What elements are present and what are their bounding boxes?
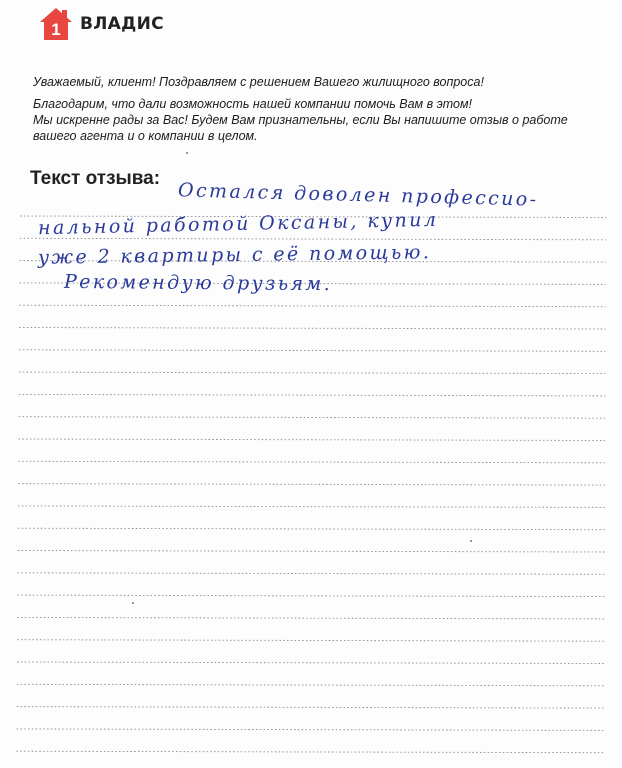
ruled-line — [17, 640, 604, 642]
ruled-line — [19, 350, 605, 352]
handwritten-line-4: Рекомендую друзьям. — [63, 270, 333, 296]
ruled-line — [17, 729, 604, 731]
ruled-line — [17, 595, 604, 597]
intro-line-request: Мы искренне рады за Вас! Будем Вам признательны, если Вы напишите отзыв о работе — [33, 113, 568, 127]
paper-speck — [470, 540, 472, 542]
ruled-line — [18, 484, 605, 486]
ruled-line — [18, 573, 605, 575]
intro-line-greeting: Уважаемый, клиент! Поздравляем с решением Вашего жилищного вопроса! — [33, 75, 484, 89]
handwritten-line-2: нальной работой Оксаны, купил — [37, 208, 439, 240]
paper-speck — [132, 602, 134, 604]
handwritten-line-3: уже 2 квартиры с её помощью. — [37, 241, 432, 269]
ruled-line — [17, 617, 604, 619]
handwritten-line-1: Остался доволен профессио- — [177, 179, 539, 211]
ruled-line — [17, 707, 604, 709]
intro-line-request-end: вашего агента и о компании в целом. — [33, 129, 258, 143]
ruled-line — [17, 662, 604, 664]
ruled-line — [18, 551, 605, 553]
company-name: ВЛАДИС — [80, 14, 164, 34]
logo-badge-number: 1 — [51, 20, 61, 39]
ruled-line — [19, 305, 605, 307]
ruled-line — [19, 372, 605, 374]
ruled-line — [20, 238, 606, 240]
ruled-line — [18, 461, 605, 463]
ruled-line — [19, 394, 605, 396]
ruled-line — [19, 417, 605, 419]
ruled-line — [16, 751, 603, 753]
paper-speck — [186, 152, 188, 154]
review-heading: Текст отзыва: — [30, 168, 161, 189]
ruled-line — [17, 684, 604, 686]
ruled-line — [18, 528, 605, 530]
intro-line-thanks: Благодарим, что дали возможность нашей компании помочь Вам в этом! — [33, 97, 473, 111]
ruled-line — [18, 506, 605, 508]
ruled-line — [19, 439, 606, 441]
ruled-line — [19, 328, 605, 330]
